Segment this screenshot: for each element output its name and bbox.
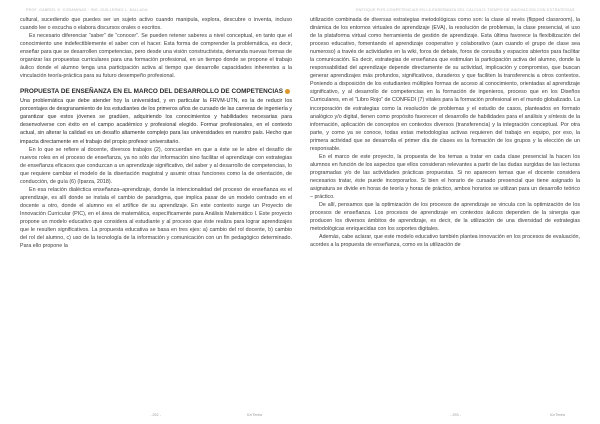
left-footer-brand: Ka'Tedra: [247, 413, 262, 417]
orange-bullet-icon: [285, 89, 290, 94]
right-paragraph-4: Además, cabe aclarar, que este modelo educativo también plantea innovación en los procesos de evaluación, acordes a la propuesta de enseñanza, como es la utilización de: [310, 234, 580, 249]
right-page-number: - 293 -: [450, 413, 461, 417]
right-footer-brand: Ka'Tedra: [550, 413, 565, 417]
left-running-header: PROF. GABRIEL E. CORAMINAS · ING. GUILLERMO L. BALLADA: [26, 8, 148, 12]
section-heading: [20, 88, 292, 145]
left-paragraph-2: Es necesario diferenciar “saber” de “conocer”. Se pueden retener saberes a nivel conceptual, en tanto que el conocimiento une indefectiblemente el saber con el hacer. Esta forma de comprender la problemática, es decir, enseñar para que se desarrollen competencias, pero desde una visión constructivista, demanda nuevas formas de organizar las propuestas curriculares para una formación profesional, en un tiempo donde se propone el trabajo áulico donde el alumno tenga una participación activa al tiempo que desarrolle capacidades inherentes a la vinculación teoría-práctica para su futuro desempeño profesional.: [20, 33, 292, 80]
right-page: [300, 0, 600, 424]
section-heading-title: PROPUESTA DE ENSEÑANZA EN EL MARCO DEL DESARROLLO DE COMPETENCIAS: [20, 88, 283, 96]
section-lead-text: Una problemática que debe atender hoy la universidad, y en particular la FRVM-UTN, es la de reducir los porcentajes de desgranamiento de los estudiantes de los primeros años de cursado de las carreras de ingeniería y garantizar que estos jóvenes se gradúen, adquiriendo los conocimientos y habilidades necesarias para desenvolverse con éxito en el campo académico y profesional elegido. Formar profesionales, en el contexto actual, sin alterar la calidad es un desafío altamente complejo para las universidades en nuestro país. Hecho que impacta directamente en el trabajo del propio profesor universitario.: [20, 97, 292, 145]
left-page-body: [20, 16, 292, 250]
right-running-header: ENFOQUE POR COMPETENCIAS EN LA ENSEÑANZA DEL CÁLCULO: TIEMPO DE INNOVACIÓN CON ESTRATEGIAS: [356, 8, 575, 12]
left-paragraph-1: cultural, sucediendo que puedes ser un sujeto activo cuando manipula, explora, descubre o inventa, incluso cuando lee o escucha o elabora discursos orales o escritos.: [20, 17, 292, 32]
right-paragraph-3: De allí, pensamos que la optimización de los procesos de aprendizaje se vincula con la optimización de los procesos de enseñanza. Los procesos de aprendizaje en contextos áulicos dependen de la sinergia que producen los diversos ámbitos de aprendizaje, es decir, de la utilización de una diversidad de estrategias metodológicas enriquecidas con los soportes digitales.: [310, 202, 580, 233]
left-paragraph-3: En lo que se refiere al docente, diversos trabajos (2), concuerdan en que a éste se le abre el desafío de nuevos roles en el proceso de enseñanza, ya no sólo dar información sino facilitar el aprendizaje con estrategias de enseñanza eficaces que conduzcan a un aprendizaje significativo, del saber y al desarrollo de competencias, lo que requiere cambiar el modelo de la disertación magistral y asumir otras funciones como la de orientación, de conducción, de guía (6) (Iparza, 2018).: [20, 146, 292, 185]
right-paragraph-1: utilización combinada de diversas estrategias metodológicas como son: la clase al revés (flipped classroom), la dinámica de los entornos virtuales de aprendizaje (EVA), la resolución de problemas, la clase presencial, el uso de la plataforma virtual como herramienta de gestión de aprendizaje. Esta última favorece la flexibilización del proceso educativo, fomentando el aprendizaje cooperativo y colaborativo (aun cuando el grupo de clase sea numeroso) a través de actividades en la wiki, foros de debate, foros de consulta y espacios abiertos para facilitar la comunicación. Es decir, estrategias de enseñanza que estimulan la participación activa del alumno, donde la responsabilidad del aprendizaje depende directamente de su actividad, implicación y compromiso, que buscan generar aprendizajes más profundos, significativos, duraderos y que faciliten la transferencia a otros contextos. Poniendo a disposición de los estudiantes múltiples formas de acceso al conocimiento, orientadas al aprendizaje significativo, y al desarrollo de competencias en la formación de ingenieros, proceso que en los Diseños Curriculares, en el “Libro Rojo” de CONFEDI (7) vitales para la formación profesional en el mundo globalizado. La incorporación de estrategias como la resolución de problemas y el estudio de casos, planteados en formato analógico y/o digital, tienen como propósito favorecer el desarrollo de habilidades para el análisis y síntesis de la información, aplicación de conceptos en contextos diversos (transferencia) y la integración conceptual. Por otra parte, y como ya se conoce, todas estas metodologías activas requieren del trabajo en equipo, por eso, la primera actividad que se desarrolla el primer día de clases es la formación de los grupos y la elección de un responsable.: [310, 17, 580, 152]
right-paragraph-2: En el marco de este proyecto, la propuesta de los temas a tratar en cada clase presencial la hacen los alumnos en función de los aspectos que ellos consideran relevantes a partir de las dudas surgidas de las lecturas programadas y/o de las actividades prácticas propuestas. Si no aparecen temas que el docente considera necesarios tratar, éste puede incorporarlos. Si bien el horario de cursado presencial que tiene asignado la asignatura se divide en horas de teoría y horas de práctico, ambos horarios se utilizan para un desarrollo teórico – práctico.: [310, 153, 580, 201]
left-page-number: - 292 -: [150, 413, 161, 417]
right-page-body: [310, 16, 580, 249]
left-paragraph-4: En esa relación dialéctica enseñanza–aprendizaje, donde la intencionalidad del proceso de enseñanza es el aprendizaje, es allí donde se instala el cambio de paradigma, que implica pasar de un modelo centrado en el docente a otro, donde el alumno es el artífice de su aprendizaje. En este contexto surge un Proyecto de Innovación Curricular (PIC), en el área de matemática, específicamente para Análisis Matemático I. Este proyecto propone un modelo educativo que considera al estudiante y al proceso que éste realiza para lograr aprendizajes que le resulten significativos. La propuesta educativa se basa en tres ejes: a) cambio del rol docente, b) cambio del rol del alumno, c) uso de la tecnología de la información y comunicación con un fin pedagógico determinado. Para ello propone la: [20, 187, 292, 250]
